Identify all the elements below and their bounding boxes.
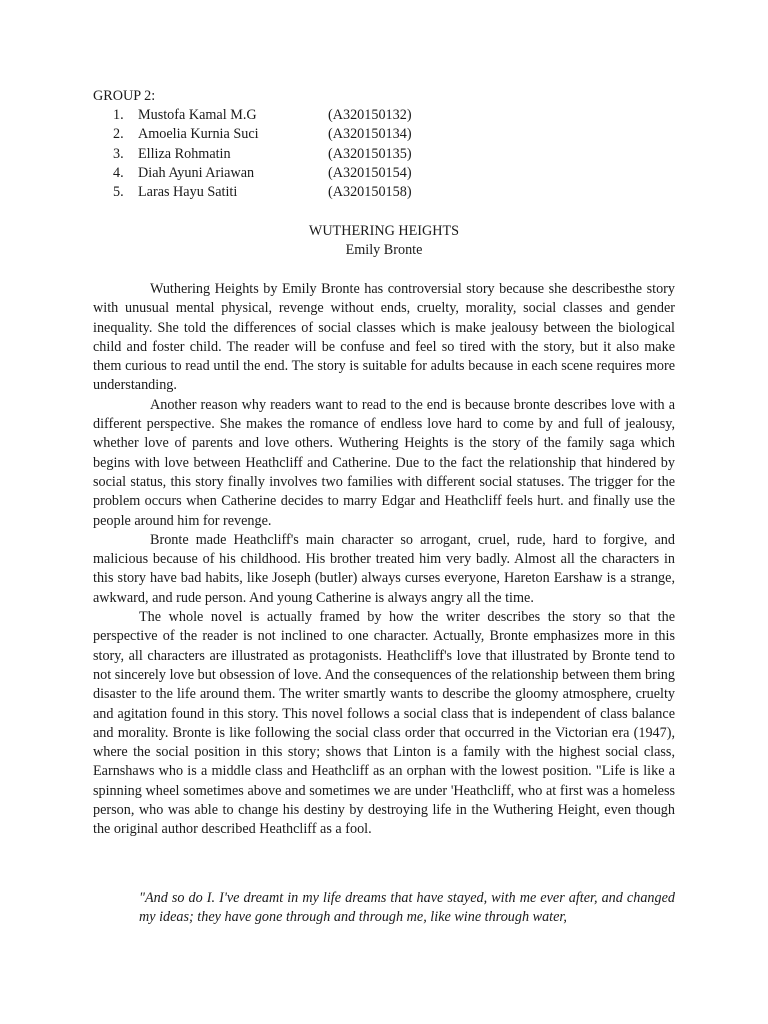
document-author: Emily Bronte bbox=[345, 242, 423, 259]
paragraph: Wuthering Heights by Emily Bronte has controversial story because she describesthe story with unusual mental physical, revenge without ends, cruelty, morality, social classes and gender inequality. She told the differences of social classes which is make jealousy between the biological child and foster child. The reader will be confuse and feel so tired with the story, but it also make them curious to read until the end. The story is suitable for adults because in each scene requires more understanding. bbox=[93, 281, 675, 394]
paragraph: Bronte made Heathcliff's main character so arrogant, cruel, rude, hard to forgive, and malicious because of his childhood. His brother treated him very badly. Almost all the characters in this story have bad habits, like Joseph (butler) always curses everyone, Hareton Earshaw is a strange, awkward, and rude person. And young Catherine is always angry all the time. bbox=[93, 531, 675, 606]
paragraph: Another reason why readers want to read to the end is because bronte describes love with a different perspective. She makes the romance of endless love hard to come by and full of jealousy, whether love of parents and love others. Wuthering Heights is the story of the family saga which begins with love between Heathcliff and Catherine. Due to the fact the relationship that hindered by social status, this story finally involves two families with different social statuses. The trigger for the problem occurs when Catherine decides to marry Edgar and Heathcliff feels hurt. and finally use the people around him for revenge. bbox=[93, 396, 675, 529]
list-item bbox=[113, 145, 412, 164]
list-item bbox=[113, 164, 412, 183]
member-number: 2. bbox=[113, 126, 124, 143]
member-number: 3. bbox=[113, 145, 124, 162]
member-name: Laras Hayu Satiti bbox=[138, 184, 238, 201]
member-number: 1. bbox=[113, 107, 124, 123]
group-heading: GROUP 2: bbox=[93, 88, 156, 104]
list-item bbox=[113, 125, 412, 144]
member-name: Mustofa Kamal M.G bbox=[138, 107, 257, 123]
member-id: (A320150158) bbox=[328, 184, 412, 201]
member-list bbox=[113, 106, 412, 202]
member-id: (A320150132) bbox=[328, 107, 412, 123]
member-id: (A320150135) bbox=[328, 145, 412, 162]
member-name: Amoelia Kurnia Suci bbox=[138, 126, 259, 143]
document-title: WUTHERING HEIGHTS bbox=[308, 223, 460, 239]
member-number: 5. bbox=[113, 184, 124, 201]
member-id: (A320150134) bbox=[328, 126, 412, 143]
list-item bbox=[113, 106, 412, 125]
paragraph: The whole novel is actually framed by how the writer describes the story so that the perspective of the reader is not inclined to one character. Actually, Bronte emphasizes more in this story, all characters are illustrated as protagonists. Heathcliff's love that illustrated by Bronte tend to not sincerely love but obsession of love. And the consequences of the relationship between them bring disaster to the life around them. The writer smartly wants to describe the gloomy atmosphere, cruelty and agitation found in this story. This novel follows a social class that is independent of class balance and morality. Bronte is like following the social class order that occurred in the Victorian era (1947), where the social position in this story; shows that Linton is a family with the highest social class, Earnshaws who is a middle class and Heathcliff as an orphan with the lowest position. "Life is like a spinning wheel sometimes above and sometimes we are under 'Heathcliff, who at first was a homeless person, who was able to change his destiny by destroying life in the Wuthering Height, even though the original author described Heathcliff as a fool. bbox=[93, 609, 675, 838]
title-block bbox=[93, 222, 675, 261]
member-name: Elliza Rohmatin bbox=[138, 145, 231, 162]
list-item bbox=[113, 183, 412, 202]
member-number: 4. bbox=[113, 164, 124, 181]
body-text bbox=[93, 280, 675, 840]
member-id: (A320150154) bbox=[328, 164, 412, 181]
member-name: Diah Ayuni Ariawan bbox=[138, 164, 255, 181]
quote: "And so do I. I've dreamt in my life dreams that have stayed, with me ever after, and changed my ideas; they have gone through and through me, like wine through water, bbox=[139, 890, 675, 926]
